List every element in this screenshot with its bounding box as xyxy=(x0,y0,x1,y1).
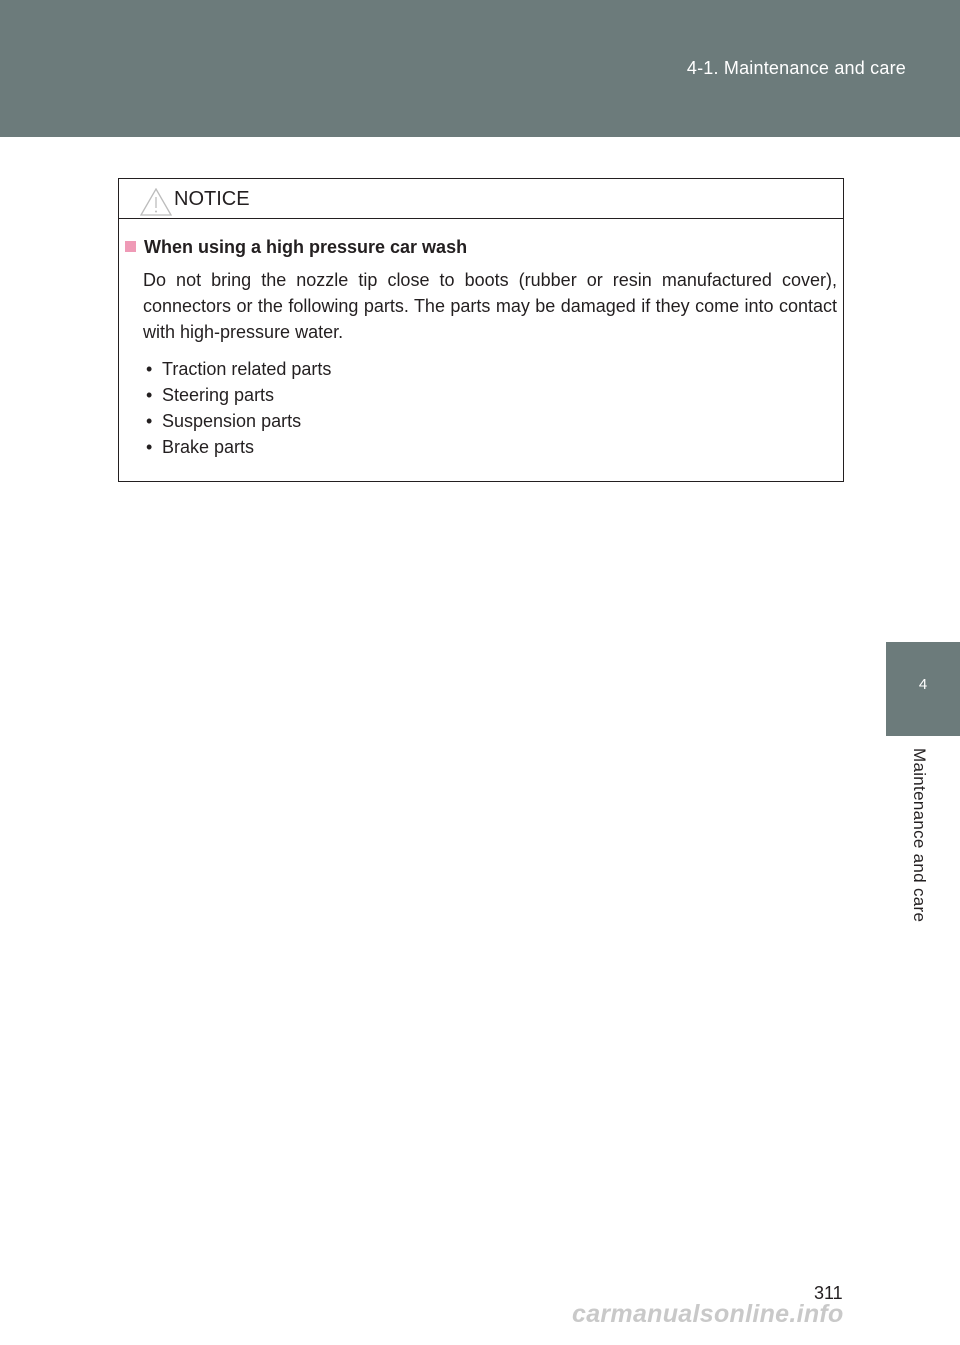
watermark: carmanualsonline.info xyxy=(572,1300,844,1328)
list-item: • Suspension parts xyxy=(143,408,331,434)
list-item: • Brake parts xyxy=(143,434,331,460)
notice-box xyxy=(118,178,844,482)
page-number: 311 xyxy=(814,1283,843,1303)
chapter-label: Maintenance and care xyxy=(910,748,929,923)
parts-list xyxy=(143,356,331,460)
list-item: • Steering parts xyxy=(143,382,331,408)
header-band xyxy=(0,0,960,137)
notice-title: NOTICE xyxy=(174,188,250,210)
chapter-tab xyxy=(886,642,960,736)
square-bullet-icon xyxy=(125,241,136,252)
section-title: 4-1. Maintenance and care xyxy=(686,58,906,78)
list-item: • Traction related parts xyxy=(143,356,331,382)
chapter-number: 4 xyxy=(918,676,928,693)
notice-subheading xyxy=(125,237,467,258)
notice-header xyxy=(119,179,843,219)
notice-paragraph: Do not bring the nozzle tip close to boots (rubber or resin manufactured cover), connectors or the following parts. The parts may be damaged if they come into contact with high-pressure water. xyxy=(143,270,837,342)
notice-subheading-text: When using a high pressure car wash xyxy=(144,237,468,257)
warning-triangle-icon xyxy=(140,188,172,216)
